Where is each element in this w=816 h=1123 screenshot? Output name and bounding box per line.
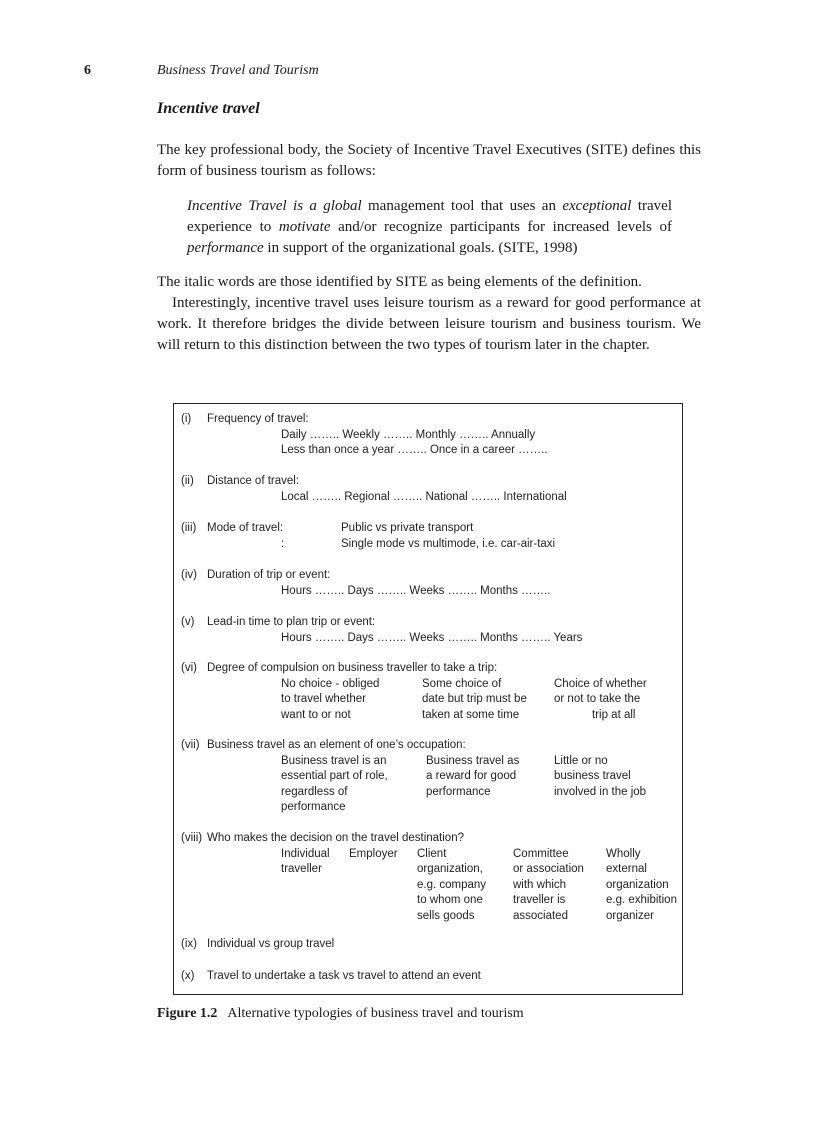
figure-item-option: Local …….. Regional …….. National …….. International xyxy=(281,490,567,503)
figure-item-column-text: Business travel is an xyxy=(281,754,387,767)
quote-text: travel xyxy=(631,198,673,214)
quote-text: experience to xyxy=(187,219,279,235)
intro-line: The key professional body, the Society of Incentive Travel Executives (SITE) defines this xyxy=(157,142,701,158)
figure-item-column-text: to travel whether xyxy=(281,693,367,706)
figure-item-label: Frequency of travel: xyxy=(207,413,309,425)
figure-item-column-text: performance xyxy=(426,785,491,798)
figure-item-column-text: sells goods xyxy=(417,910,475,922)
figure-item-column-text: No choice - obliged xyxy=(281,677,380,690)
figure-item-option: Public vs private transport xyxy=(341,522,474,534)
figure-item-label: Duration of trip or event: xyxy=(207,569,331,581)
figure-item-column-text: Choice of whether xyxy=(554,677,647,690)
figure-item-label: Mode of travel: xyxy=(207,522,284,534)
quote-line xyxy=(187,196,672,217)
body-paragraph xyxy=(157,272,701,356)
figure-item-number: (v) xyxy=(181,616,195,628)
figure-item-option: Hours …….. Days …….. Weeks …….. Months …….. xyxy=(281,584,551,597)
figure-item-column-text: organizer xyxy=(606,910,654,922)
quote-italic-text: performance xyxy=(187,240,264,256)
body-line: work. It therefore bridges the divide between leisure tourism and business tourism. We xyxy=(157,316,701,332)
figure-item-column-text: traveller xyxy=(281,863,322,876)
figure-item-column-text: Wholly xyxy=(606,847,641,860)
body-line: will return to this distinction between the two types of tourism later in the chapter. xyxy=(157,337,650,353)
page-number: 6 xyxy=(84,63,91,78)
figure-item-label: Individual vs group travel xyxy=(207,938,335,950)
figure-item-column-text: want to or not xyxy=(281,708,351,721)
quote-italic-text: exceptional xyxy=(562,198,632,214)
figure-item-column-text: Individual xyxy=(281,847,330,860)
section-heading: Incentive travel xyxy=(157,100,260,117)
figure-item-column-text: a reward for good xyxy=(426,770,517,783)
figure-item-column-text: e.g. company xyxy=(417,878,487,891)
figure-item-number: (vii) xyxy=(181,739,200,751)
site-definition-quote xyxy=(187,196,672,259)
figure-item-number: (i) xyxy=(181,413,192,425)
figure-caption xyxy=(157,1006,524,1022)
figure-item-column-text: associated xyxy=(513,910,568,922)
quote-line xyxy=(187,238,672,259)
figure-item-label: Business travel as an element of one’s occupation: xyxy=(207,739,466,751)
figure-item-option: Single mode vs multimode, i.e. car-air-taxi xyxy=(341,537,556,550)
figure-item-label: Who makes the decision on the travel destination? xyxy=(207,832,464,844)
figure-item-column-text: taken at some time xyxy=(422,708,520,721)
figure-item-column-text: Committee xyxy=(513,847,569,860)
figure-item-column-text: essential part of role, xyxy=(281,770,388,783)
figure-item-column-text: Business travel as xyxy=(426,754,520,767)
figure-item-column-text: e.g. exhibition xyxy=(606,894,677,907)
figure-item-column-text: Some choice of xyxy=(422,677,502,690)
figure-item-column-text: with which xyxy=(513,878,567,891)
figure-item-column-text: organization, xyxy=(417,863,483,876)
figure-item-colon: : xyxy=(281,537,285,550)
figure-item-number: (ix) xyxy=(181,938,197,950)
figure-item-option: Less than once a year …….. Once in a career …….. xyxy=(281,444,548,457)
figure-item-column-text: to whom one xyxy=(417,894,483,907)
figure-item-column-text: trip at all xyxy=(592,708,636,721)
figure-item-number: (iv) xyxy=(181,569,197,581)
quote-italic-text: motivate xyxy=(278,219,331,235)
figure-item-number: (iii) xyxy=(181,522,197,534)
running-header: Business Travel and Tourism xyxy=(157,63,319,78)
figure-item-column-text: performance xyxy=(281,801,346,814)
quote-text: management tool that uses an xyxy=(361,198,563,214)
intro-paragraph xyxy=(157,140,701,182)
figure-item-column-text: Little or no xyxy=(554,754,608,767)
figure-item-column-text: or association xyxy=(513,863,584,876)
figure-item-option: Hours …….. Days …….. Weeks …….. Months …….. Years xyxy=(281,631,583,644)
figure-item-label: Degree of compulsion on business traveller to take a trip: xyxy=(207,662,498,674)
typology-figure-box xyxy=(173,403,683,995)
quote-italic-text: Incentive Travel is a global xyxy=(187,198,362,214)
figure-item-column-text: regardless of xyxy=(281,785,348,798)
figure-item-label: Travel to undertake a task vs travel to attend an event xyxy=(207,970,481,982)
quote-text: in support of the organizational goals. (SITE, 1998) xyxy=(263,240,578,256)
figure-item-column-text: external xyxy=(606,863,647,876)
quote-line xyxy=(187,217,672,238)
figure-item-column-text: involved in the job xyxy=(554,785,647,798)
figure-item-column-text: Employer xyxy=(349,847,398,860)
figure-item-column-text: traveller is xyxy=(513,894,566,907)
figure-item-number: (ii) xyxy=(181,475,194,487)
figure-item-column-text: or not to take the xyxy=(554,693,641,706)
figure-item-option: Daily …….. Weekly …….. Monthly …….. Annually xyxy=(281,428,536,441)
intro-line: form of business tourism as follows: xyxy=(157,163,376,179)
figure-item-label: Lead-in time to plan trip or event: xyxy=(207,616,376,628)
figure-caption-label: Figure 1.2 xyxy=(157,1006,218,1021)
figure-item-column-text: Client xyxy=(417,847,447,860)
quote-text: and/or recognize participants for increased levels of xyxy=(330,219,672,235)
figure-item-column-text: business travel xyxy=(554,770,631,783)
body-line: The italic words are those identified by SITE as being elements of the definition. xyxy=(157,274,642,290)
figure-caption-text: Alternative typologies of business travel and tourism xyxy=(227,1006,524,1021)
figure-item-number: (vi) xyxy=(181,662,197,674)
figure-item-column-text: organization xyxy=(606,878,669,891)
figure-item-column-text: date but trip must be xyxy=(422,693,527,706)
figure-item-number: (viii) xyxy=(181,832,203,844)
body-line: Interestingly, incentive travel uses leisure tourism as a reward for good performance at xyxy=(172,295,701,311)
figure-item-number: (x) xyxy=(181,970,195,982)
figure-item-label: Distance of travel: xyxy=(207,475,300,487)
